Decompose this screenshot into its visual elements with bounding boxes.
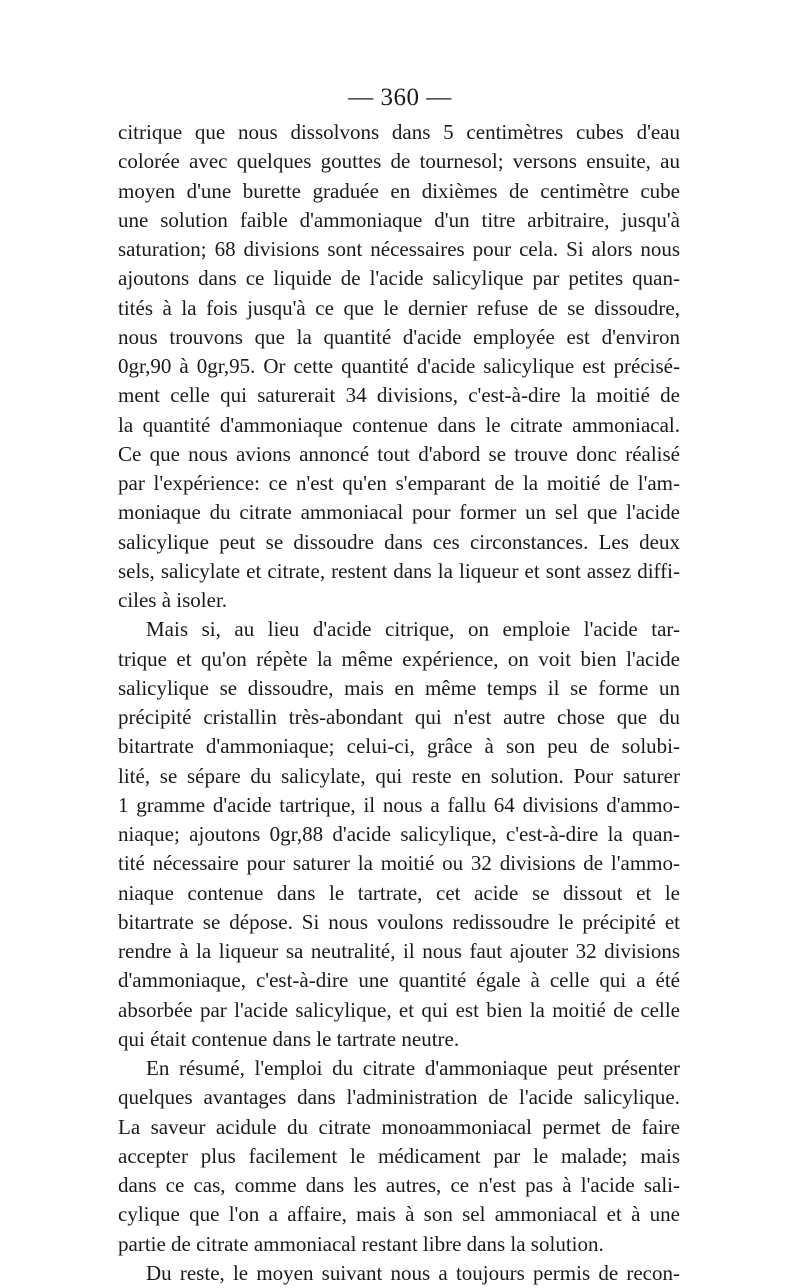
- text-line: quelques avantages dans l'administration de l'acide salicylique.: [118, 1085, 680, 1110]
- text-line: une solution faible d'ammoniaque d'un titre arbitraire, jusqu'à: [118, 207, 680, 232]
- text-line: sels, salicylate et citrate, restent dans la liqueur et sont assez diffi-: [118, 558, 680, 583]
- text-line: accepter plus facilement le médicament par le malade; mais: [118, 1143, 680, 1168]
- text-line: tités à la fois jusqu'à ce que le dernier refuse de se dissoudre,: [118, 295, 680, 320]
- text-line: Ce que nous avions annoncé tout d'abord se trouve donc réalisé: [118, 441, 680, 466]
- text-line: la quantité d'ammoniaque contenue dans le citrate ammoniacal.: [118, 412, 680, 437]
- text-line: trique et qu'on répète la même expérience, on voit bien l'acide: [118, 646, 680, 671]
- text-line: partie de citrate ammoniacal restant libre dans la solution.: [118, 1231, 604, 1256]
- text-line: colorée avec quelques gouttes de tournesol; versons ensuite, au: [118, 149, 680, 174]
- text-line: La saveur acidule du citrate monoammoniacal permet de faire: [118, 1114, 680, 1139]
- text-line: niaque contenue dans le tartrate, cet acide se dissout et le: [118, 880, 680, 905]
- text-line: 0gr,90 à 0gr,95. Or cette quantité d'acide salicylique est précisé-: [118, 354, 680, 378]
- text-line: Du reste, le moyen suivant nous a toujours permis de recon-: [146, 1260, 680, 1285]
- text-line: rendre à la liqueur sa neutralité, il nous faut ajouter 32 divisions: [118, 939, 680, 963]
- text-line: nous trouvons que la quantité d'acide employée est d'environ: [118, 324, 680, 349]
- text-line: ciles à isoler.: [118, 588, 228, 612]
- text-line: ment celle qui saturerait 34 divisions, c'est-à-dire la moitié de: [118, 383, 680, 408]
- text-line: bitartrate d'ammoniaque; celui-ci, grâce à son peu de solubi-: [118, 734, 680, 759]
- text-line: salicylique peut se dissoudre dans ces circonstances. Les deux: [118, 529, 680, 554]
- text-line: ajoutons dans ce liquide de l'acide salicylique par petites quan-: [118, 266, 680, 291]
- text-line: 1 gramme d'acide tartrique, il nous a fallu 64 divisions d'ammo-: [118, 792, 680, 817]
- text-line: cylique que l'on a affaire, mais à son sel ammoniacal et à une: [118, 1202, 680, 1227]
- text-line: précipité cristallin très-abondant qui n'est autre chose que du: [118, 705, 680, 729]
- text-line: saturation; 68 divisions sont nécessaires pour cela. Si alors nous: [118, 237, 680, 261]
- text-line: d'ammoniaque, c'est-à-dire une quantité égale à celle qui a été: [118, 968, 680, 993]
- body-text: [118, 118, 680, 1288]
- text-line: citrique que nous dissolvons dans 5 centimètres cubes d'eau: [118, 120, 680, 144]
- text-line: tité nécessaire pour saturer la moitié ou 32 divisions de l'ammo-: [118, 851, 680, 876]
- text-line: par l'expérience: ce n'est qu'en s'emparant de la moitié de l'am-: [118, 471, 680, 495]
- text-line: dans ce cas, comme dans les autres, ce n'est pas à l'acide sali-: [118, 1173, 680, 1197]
- text-line: moniaque du citrate ammoniacal pour former un sel que l'acide: [118, 500, 680, 525]
- text-line: bitartrate se dépose. Si nous voulons redissoudre le précipité et: [118, 909, 680, 934]
- text-line: absorbée par l'acide salicylique, et qui est bien la moitié de celle: [118, 997, 680, 1022]
- text-line: niaque; ajoutons 0gr,88 d'acide salicylique, c'est-à-dire la quan-: [118, 822, 680, 846]
- text-line: En résumé, l'emploi du citrate d'ammoniaque peut présenter: [146, 1056, 680, 1080]
- text-line: salicylique se dissoudre, mais en même temps il se forme un: [118, 675, 680, 700]
- text-line: qui était contenue dans le tartrate neutre.: [118, 1026, 460, 1051]
- text-line: Mais si, au lieu d'acide citrique, on emploie l'acide tar-: [146, 617, 680, 642]
- text-line: lité, se sépare du salicylate, qui reste en solution. Pour saturer: [118, 763, 680, 788]
- text-line: moyen d'une burette graduée en dixièmes de centimètre cube: [118, 178, 680, 203]
- page-number: — 360 —: [348, 84, 452, 111]
